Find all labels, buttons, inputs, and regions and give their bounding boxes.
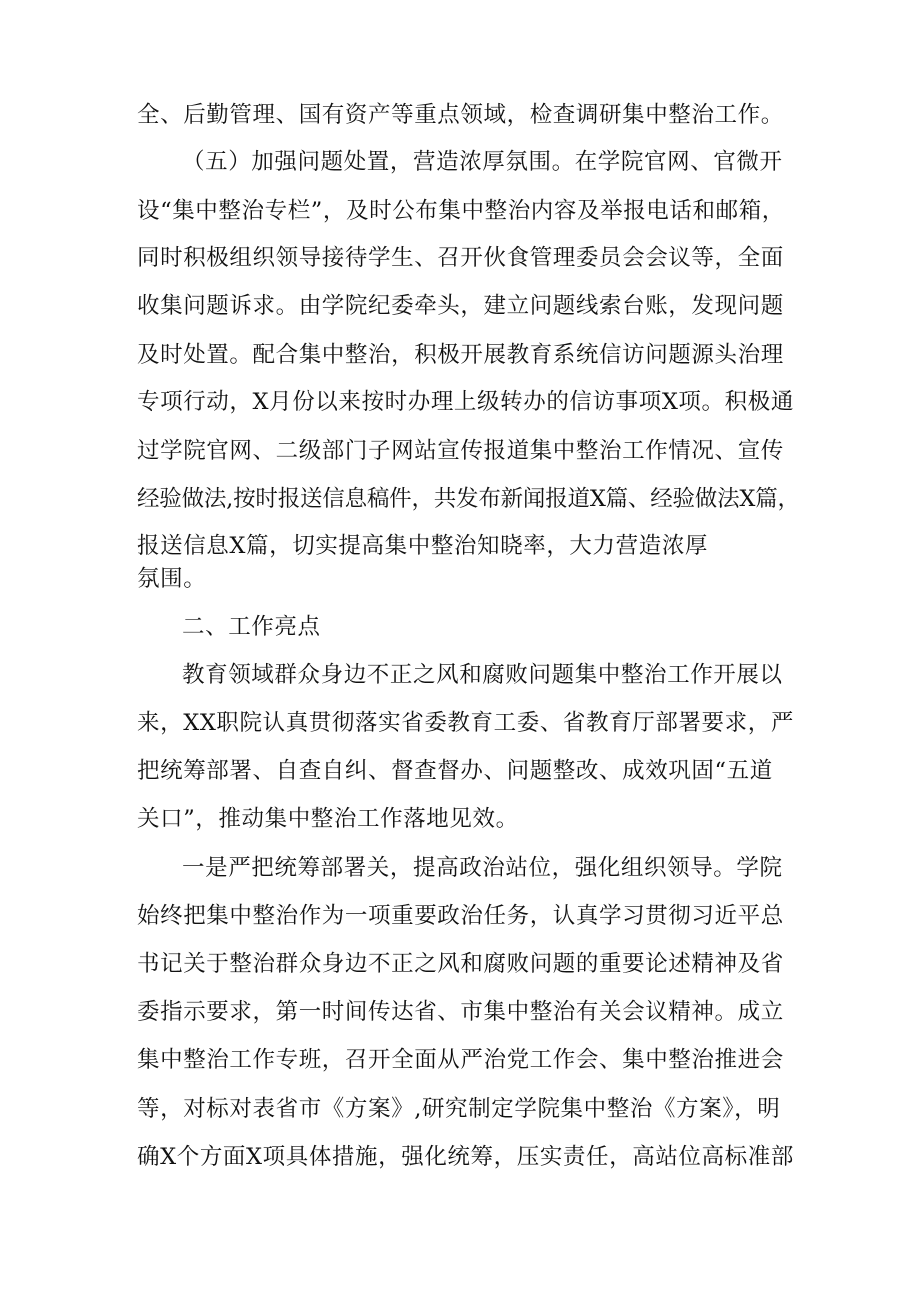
text-line-11: 氛围。 — [137, 566, 207, 592]
text-line-9: 经验做法,按时报送信息稿件，共发布新闻报道X篇、经验做法X篇， — [137, 486, 800, 512]
text-line-7: 专项行动，X月份以来按时办理上级转办的信访事项X项。积极通 — [137, 389, 794, 415]
text-line-3: 设“集中整治专栏”，及时公布集中整治内容及举报电话和邮箱， — [137, 198, 785, 224]
section-two-heading: 二、工作亮点 — [182, 614, 321, 640]
text-line-1: 全、后勤管理、国有资产等重点领域，检查调研集中整治工作。 — [137, 102, 784, 128]
text-line-4: 同时积极组织领导接待学生、召开伙食管理委员会会议等，全面 — [137, 245, 784, 271]
text-line-22: 等，对标对表省市《方案》,研究制定学院集中整治《方案》，明 — [137, 1096, 781, 1122]
section-five-heading-line: （五）加强问题处置，营造浓厚氛围。在学院官网、官微开 — [182, 149, 783, 175]
text-line-6: 及时处置。配合集中整治，积极开展教育系统信访问题源头治理 — [137, 342, 784, 368]
text-line-17: 一是严把统筹部署关，提高政治站位，强化组织领导。学院 — [182, 855, 783, 881]
text-line-18: 始终把集中整治作为一项重要政治任务，认真学习贯彻习近平总 — [137, 903, 784, 929]
text-line-5: 收集问题诉求。由学院纪委牵头，建立问题线索台账，发现问题 — [137, 293, 784, 319]
text-line-13: 教育领域群众身边不正之风和腐败问题集中整治工作开展以 — [182, 662, 783, 688]
text-line-10: 报送信息X篇，切实提高集中整治知晓率，大力营造浓厚 — [137, 533, 709, 559]
text-line-15: 把统筹部署、自查自纠、督查督办、问题整改、成效巩固“五道 — [137, 758, 773, 784]
text-line-21: 集中整治工作专班，召开全面从严治党工作会、集中整治推进会 — [137, 1047, 784, 1073]
text-line-20: 委指示要求，第一时间传达省、市集中整治有关会议精神。成立 — [137, 999, 784, 1025]
text-line-14: 来，XX职院认真贯彻落实省委教育工委、省教育厅部署要求，严 — [137, 710, 794, 736]
text-line-8: 过学院官网、二级部门子网站宣传报道集中整治工作情况、宣传 — [137, 438, 784, 464]
text-line-23: 确X个方面X项具体措施，强化统筹，压实责任，高站位高标准部 — [137, 1144, 794, 1170]
text-line-19: 书记关于整治群众身边不正之风和腐败问题的重要论述精神及省 — [137, 951, 784, 977]
text-line-16: 关口”，推动集中整治工作落地见效。 — [137, 806, 519, 832]
